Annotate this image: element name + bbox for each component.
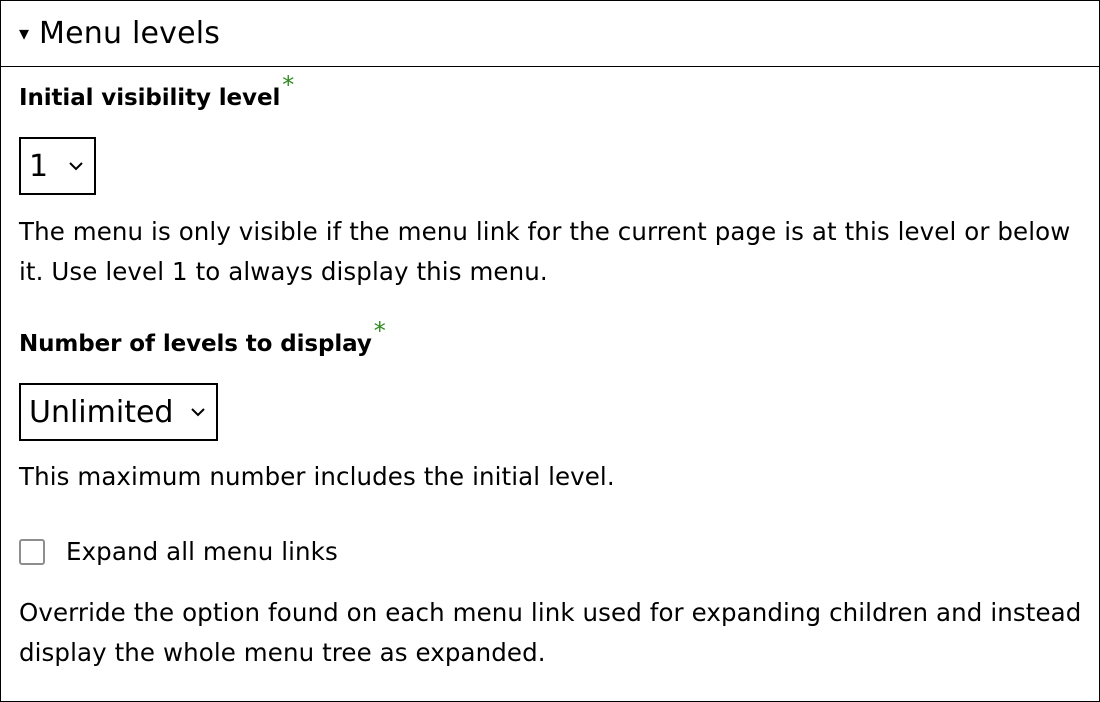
chevron-down-icon	[190, 407, 206, 417]
initial-visibility-level-description: The menu is only visible if the menu link for the current page is at this level or below it. Use level 1 to always display this menu.	[19, 217, 1071, 286]
initial-visibility-level-label-wrapper	[19, 71, 295, 111]
levels-to-display-description: This maximum number includes the initial level.	[19, 462, 615, 491]
initial-visibility-level-value: 1	[29, 148, 49, 184]
chevron-down-icon	[68, 161, 84, 171]
levels-to-display-label-wrapper	[19, 317, 386, 357]
expand-all-label[interactable]: Expand all menu links	[66, 537, 338, 566]
levels-to-display-label: Number of levels to display	[19, 331, 372, 357]
required-marker: *	[282, 71, 295, 99]
initial-visibility-level-select[interactable]	[19, 137, 96, 195]
initial-visibility-level-label: Initial visibility level	[19, 85, 281, 111]
levels-to-display-select[interactable]	[19, 383, 218, 441]
menu-levels-title: Menu levels	[39, 16, 221, 51]
expand-all-description: Override the option found on each menu link used for expanding children and instead display the whole menu tree as expanded.	[19, 598, 1082, 667]
expand-all-checkbox[interactable]	[19, 539, 45, 565]
required-marker: *	[373, 317, 386, 345]
expanded-triangle-icon: ▾	[19, 20, 30, 45]
menu-levels-toggle[interactable]	[1, 1, 1099, 67]
levels-to-display-value: Unlimited	[29, 394, 174, 430]
expand-all-checkbox-row[interactable]	[19, 537, 338, 566]
